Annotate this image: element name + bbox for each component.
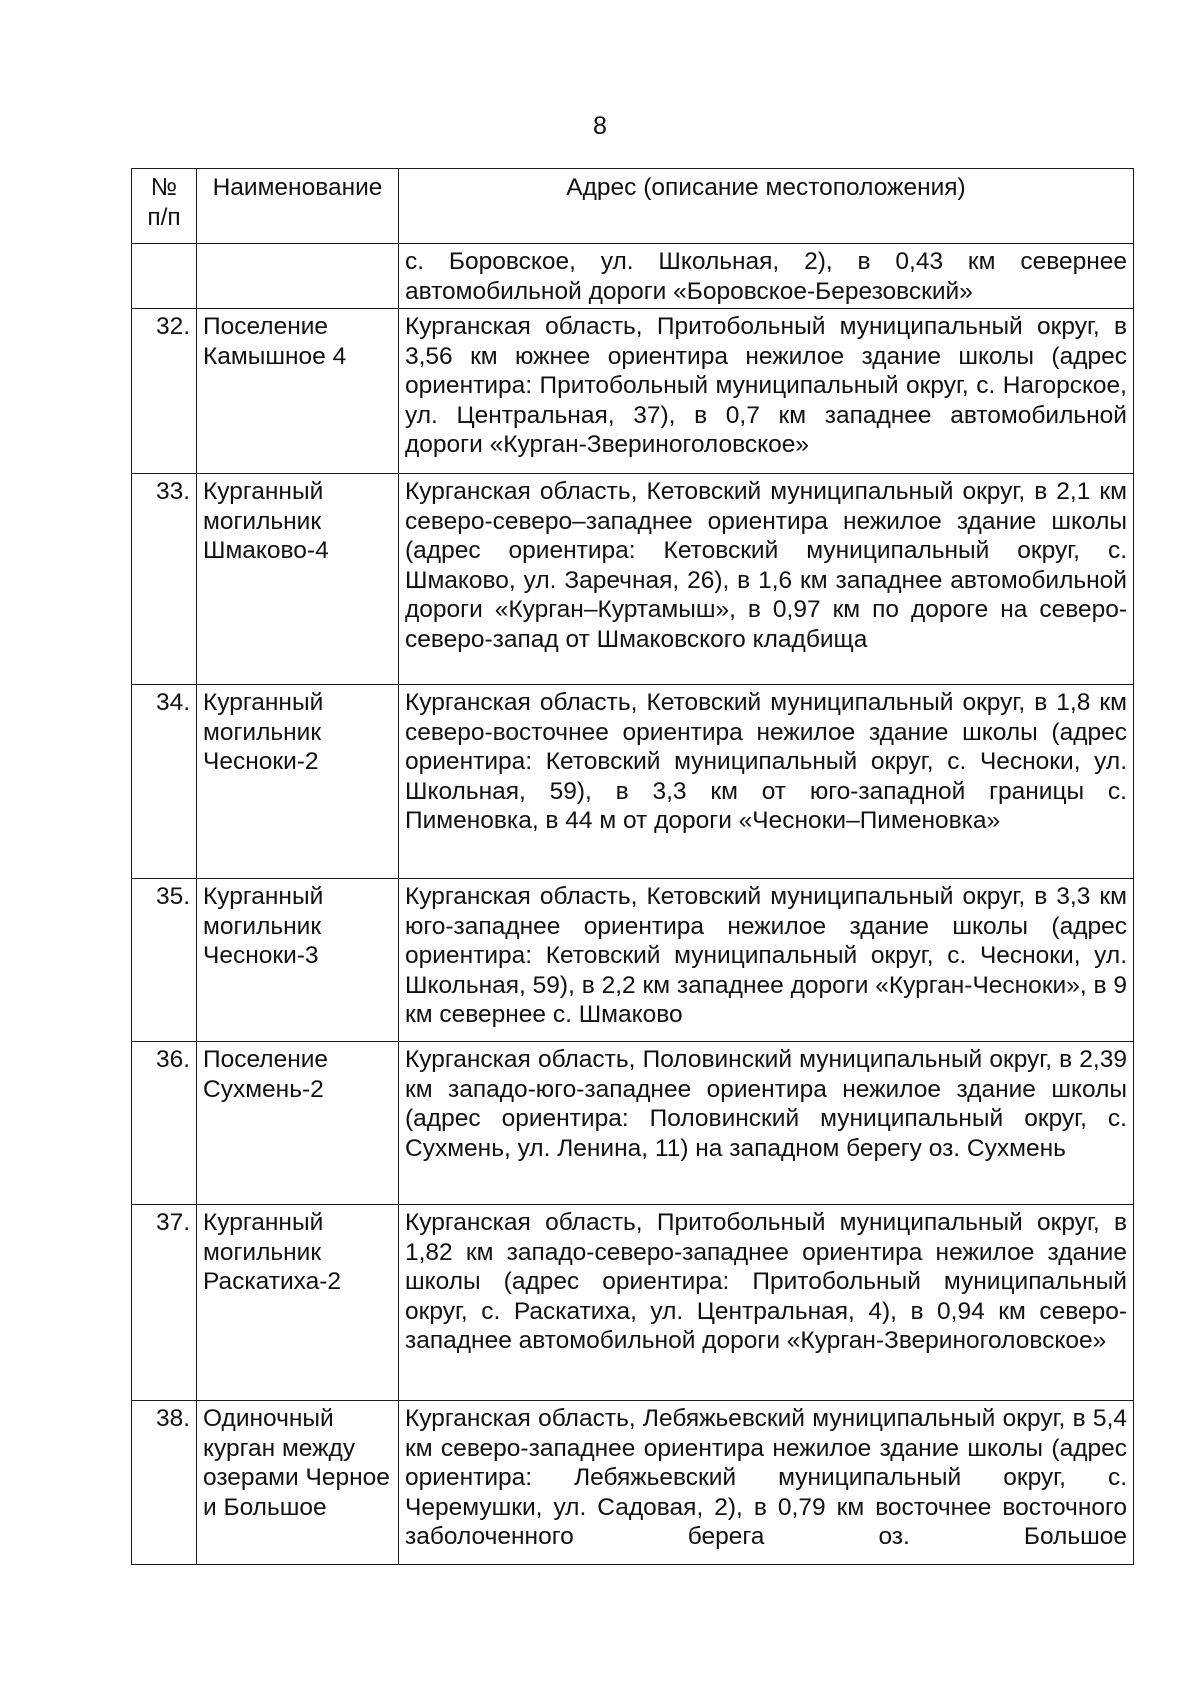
row-address: Курганская область, Лебяжьевский муниципальный округ, в 5,4 км северо-западнее ориентира нежилое здание школы (адрес ориентира: Лебяжьевский муниципальный округ, с. Черемушки, ул. Садовая, 2), в 0,79 км восточнее восточного заболоченного берега оз. Большое bbox=[399, 1401, 1134, 1565]
table-row bbox=[132, 474, 1134, 685]
row-name bbox=[197, 244, 399, 309]
page-number: 8 bbox=[593, 112, 607, 140]
row-name: Курганный могильник Раскатиха-2 bbox=[197, 1205, 399, 1401]
row-name: Одиночный курган между озерами Черное и Большое bbox=[197, 1401, 399, 1565]
table-row bbox=[132, 309, 1134, 474]
row-number: 33. bbox=[132, 474, 197, 685]
header-number: № п/п bbox=[132, 169, 197, 244]
table-header-row bbox=[132, 169, 1134, 244]
row-name: Поселение Сухмень-2 bbox=[197, 1042, 399, 1205]
row-name: Поселение Камышное 4 bbox=[197, 309, 399, 474]
row-name: Курганный могильник Чесноки-2 bbox=[197, 685, 399, 879]
row-number bbox=[132, 244, 197, 309]
row-address: Курганская область, Кетовский муниципальный округ, в 2,1 км северо-северо–западнее ориентира нежилое здание школы (адрес ориентира: Кетовский муниципальный округ, с. Шмаково, ул. Заречная, 26), в 1,6 км западнее автомобильной дороги «Курган–Куртамыш», в 0,97 км по дороге на северо-северо-запад от Шмаковского кладбища bbox=[399, 474, 1134, 685]
table-row bbox=[132, 879, 1134, 1042]
header-name: Наименование bbox=[197, 169, 399, 244]
row-address: Курганская область, Кетовский муниципальный округ, в 3,3 км юго-западнее ориентира нежилое здание школы (адрес ориентира: Кетовский муниципальный округ, с. Чесноки, ул. Школьная, 59), в 2,2 км западнее дороги «Курган-Чесноки», в 9 км севернее с. Шмаково bbox=[399, 879, 1134, 1042]
table-row bbox=[132, 244, 1134, 309]
row-address: с. Боровское, ул. Школьная, 2), в 0,43 км севернее автомобильной дороги «Боровское-Березовский» bbox=[399, 244, 1134, 309]
heritage-sites-table bbox=[131, 168, 1134, 1565]
row-number: 36. bbox=[132, 1042, 197, 1205]
row-name: Курганный могильник Шмаково-4 bbox=[197, 474, 399, 685]
table-row bbox=[132, 1205, 1134, 1401]
row-number: 32. bbox=[132, 309, 197, 474]
table-row bbox=[132, 1042, 1134, 1205]
row-address: Курганская область, Притобольный муниципальный округ, в 1,82 км западо-северо-западнее ориентира нежилое здание школы (адрес ориентира: Притобольный муниципальный округ, с. Раскатиха, ул. Центральная, 4), в 0,94 км северо-западнее автомобильной дороги «Курган-Звериноголовское» bbox=[399, 1205, 1134, 1401]
row-name: Курганный могильник Чесноки-3 bbox=[197, 879, 399, 1042]
row-address: Курганская область, Кетовский муниципальный округ, в 1,8 км северо-восточнее ориентира нежилое здание школы (адрес ориентира: Кетовский муниципальный округ, с. Чесноки, ул. Школьная, 59), в 3,3 км от юго-западной границы с. Пименовка, в 44 м от дороги «Чесноки–Пименовка» bbox=[399, 685, 1134, 879]
row-number: 37. bbox=[132, 1205, 197, 1401]
row-number: 35. bbox=[132, 879, 197, 1042]
row-address: Курганская область, Притобольный муниципальный округ, в 3,56 км южнее ориентира нежилое здание школы (адрес ориентира: Притобольный муниципальный округ, с. Нагорское, ул. Центральная, 37), в 0,7 км западнее автомобильной дороги «Курган-Звериноголовское» bbox=[399, 309, 1134, 474]
row-address: Курганская область, Половинский муниципальный округ, в 2,39 км западо-юго-западнее ориентира нежилое здание школы (адрес ориентира: Половинский муниципальный округ, с. Сухмень, ул. Ленина, 11) на западном берегу оз. Сухмень bbox=[399, 1042, 1134, 1205]
table-row bbox=[132, 1401, 1134, 1565]
header-address: Адрес (описание местоположения) bbox=[399, 169, 1134, 244]
table-row bbox=[132, 685, 1134, 879]
row-number: 38. bbox=[132, 1401, 197, 1565]
row-number: 34. bbox=[132, 685, 197, 879]
